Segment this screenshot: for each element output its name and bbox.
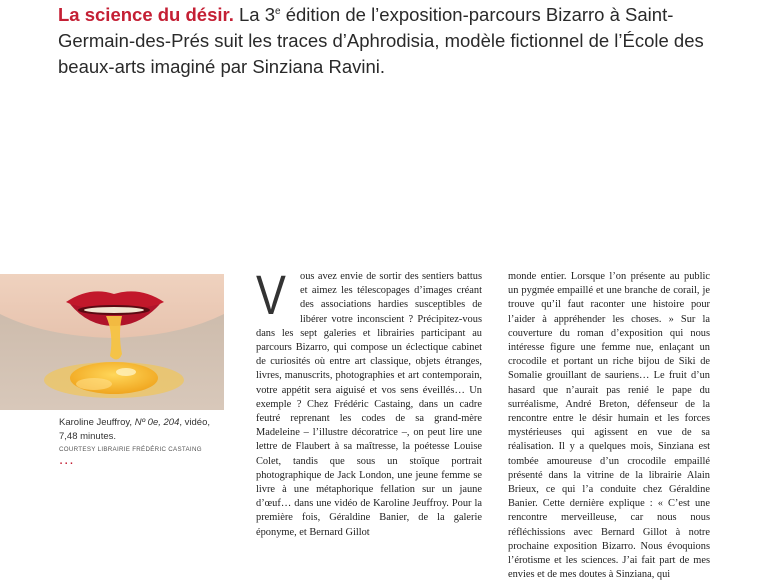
kicker-title: La science du désir. xyxy=(58,4,234,25)
lips-egg-photo xyxy=(0,274,224,410)
lips-egg-illustration xyxy=(0,274,224,410)
photo-caption xyxy=(59,416,229,444)
article-text-col1: ous avez envie de sortir des sentiers battus et aimez les télescopages d’images créant des associations hardies susceptibles de libérer votre inconscient ? Précipitez-vous dans les sept galeries et librairies participant au parcours Bizarro, qui compose un éclectique cabinet de curiosités où entre art classique, objets étranges, livres, manuscrits, photographies et art contemporain, votre appétit sera aiguisé et vos sens éveillés… Un exemple ? Chez Frédéric Castaing, dans un cadre feutré reprenant les codes de sa grand-mère Madeleine – l’illustre décoratrice –, on peut lire une lettre de Flaubert à sa maîtresse, la poétesse Louise Colet, tandis que sous un stoïque portrait photographique de Jack London, une jeune femme se livre à une métaphorique fellation sur un jaune d’œuf… dans une vidéo de Karoline Jeuffroy. Pour la première fois, Géraldine Banier, de la galerie éponyme, et Bernard Gillot xyxy=(256,271,482,538)
intro-text-rest: édition de l’exposition-parcours Bizarro à Saint-Germain-des-Prés suit les traces d’Aphrodisia, modèle fictionnel de l’École des beaux-arts imaginé par Sinziana Ravini. xyxy=(58,4,704,77)
intro-text-start: La 3 xyxy=(233,4,275,25)
article-text-col2: monde entier. Lorsque l’on présente au public un pygmée empaillé et une branche de corail, je trouve qu’il faut raconter une histoire pour l’aider à appréhender les choses. » Sur la couverture du roman d’exposition qui nous intéresse figure une femme nue, enlaçant un crocodile et portant un riche bijou de Siki de Somalie grouillant de sauriens… Le fruit d’un hasard que n’aurait pas renié le pape du surréalisme, André Breton, défenseur de la rencontre entre le désir humain et les forces mystérieuses qui agissent en vue de sa réalisation. Il y a quelques mois, Sinziana est tombée amoureuse d’un crocodile empaillé présenté dans la vitrine de la librairie Alain Brieux, ce qui l’a conduite chez Géraldine Banier. Cette dernière explique : « C’est une rencontre merveilleuse, car nous nous réfléchissions avec Bernard Gillot à notre prochaine exposition Bizarro. Nous évoquions l’érotisme et les sciences. J’ai fait part de mes envies et de mes doutes à Sinziana, qui xyxy=(508,271,710,581)
caption-details: , vidéo, 7,48 minutes. xyxy=(59,417,211,442)
caption-work-title: Nº 0e, 204 xyxy=(134,417,180,428)
caption-author: Karoline Jeuffroy, xyxy=(59,417,135,428)
intro-paragraph xyxy=(58,2,748,80)
article-column-1 xyxy=(256,263,482,540)
red-dots-ornament: ... xyxy=(59,451,75,468)
article-column-2 xyxy=(508,270,710,582)
intro-superscript: e xyxy=(275,5,281,17)
photo-credit: COURTESY LIBRAIRIE FRÉDÉRIC CASTAING xyxy=(59,446,202,453)
dropcap-letter: V xyxy=(256,263,286,326)
